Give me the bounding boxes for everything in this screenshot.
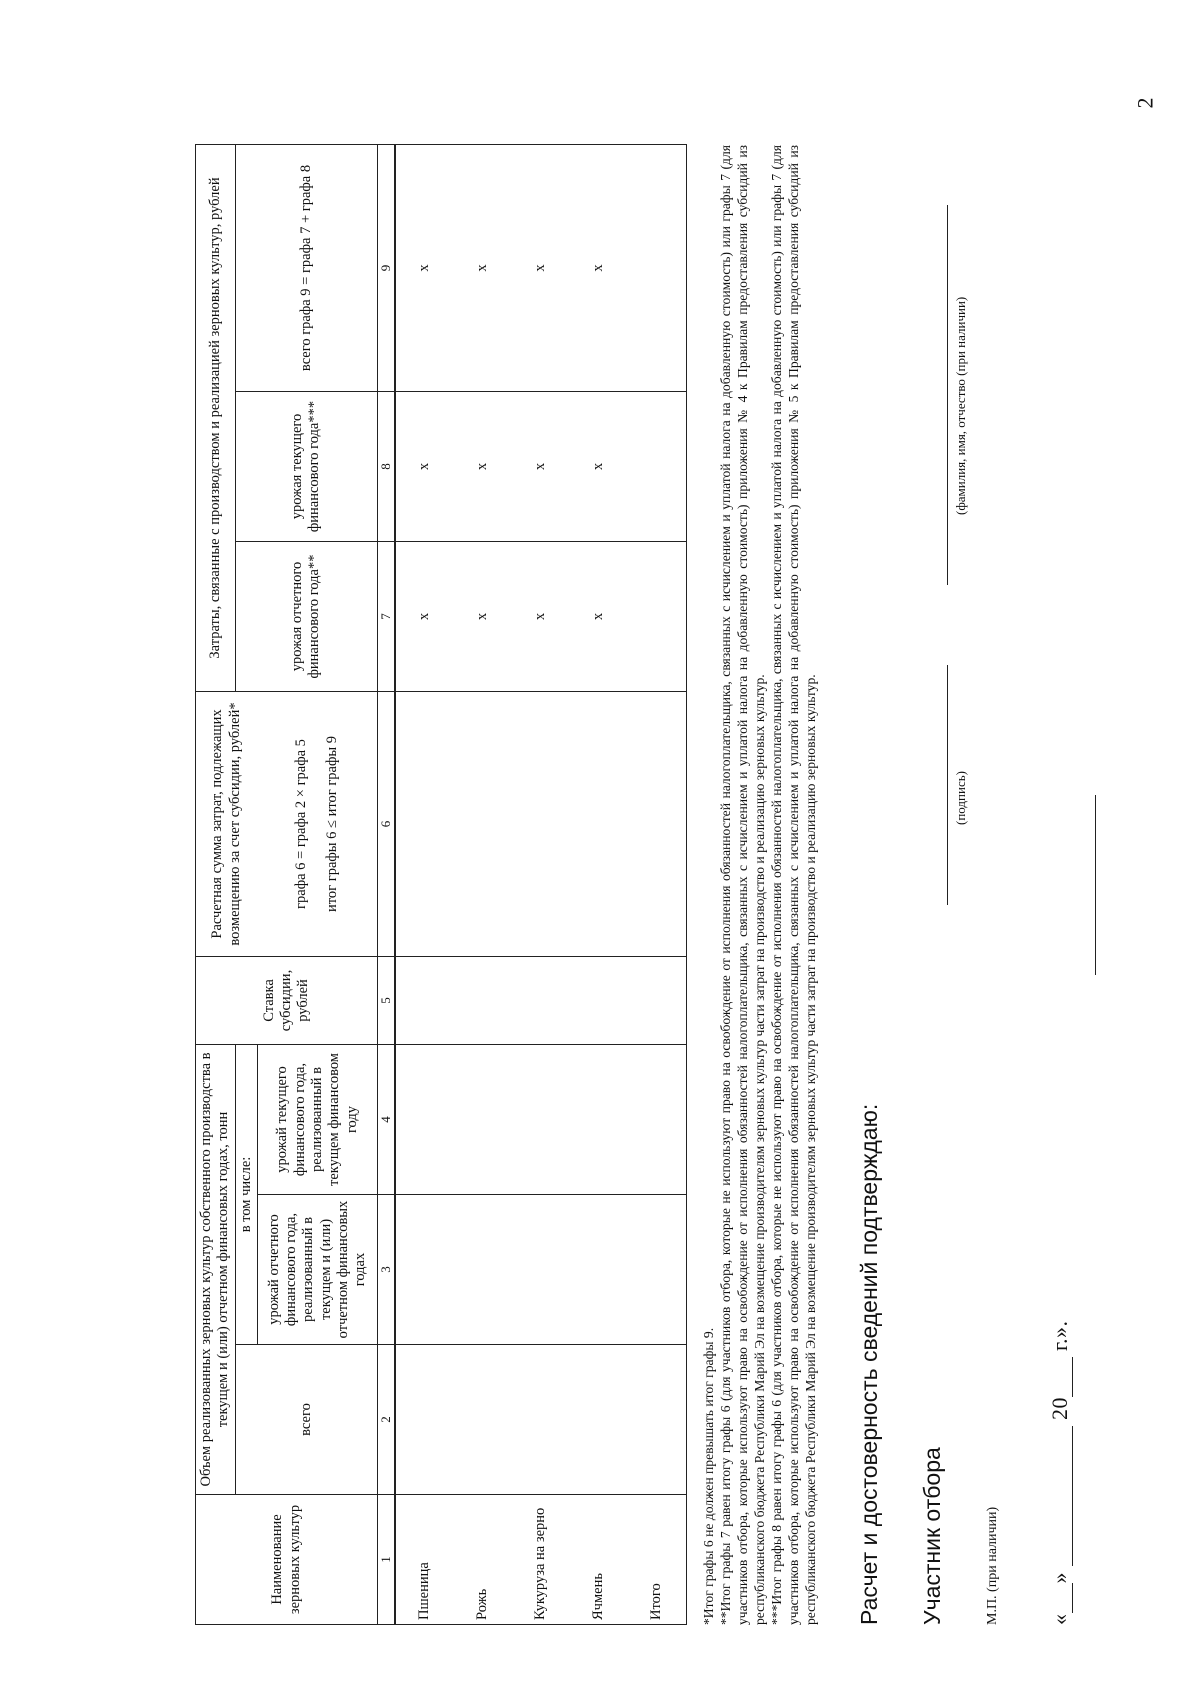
cell-value: x: [570, 542, 628, 692]
cell-value: x: [512, 392, 570, 542]
cell-value: x: [454, 392, 512, 542]
cell-value: [628, 542, 687, 692]
page-body: [195, 85, 1073, 1625]
table-row: [512, 144, 570, 1624]
table-row: [570, 144, 628, 1624]
crop-name: Кукуруза на зерно: [512, 1495, 570, 1625]
cell-value: x: [395, 542, 454, 692]
index-cell: 6: [378, 692, 396, 957]
header-calc-group: Расчетная сумма затрат, подлежащих возмещению за счет субсидии, рублей*: [196, 692, 258, 957]
cell-value: x: [512, 144, 570, 391]
crop-name: Пшеница: [395, 1495, 454, 1625]
index-cell: 4: [378, 1045, 396, 1195]
cell-value: x: [395, 392, 454, 542]
header-col8: урожая текущего финансового года***: [235, 392, 377, 542]
header-cost-group: Затраты, связанные с производством и реализацией зерновых культур, рублей: [196, 144, 236, 691]
cell-value: [628, 144, 687, 391]
year-field[interactable]: [1052, 1357, 1073, 1397]
calc-formula: графа 6 = графа 2 × графа 5: [293, 739, 310, 909]
table-row: [454, 144, 512, 1624]
index-cell: 9: [378, 144, 396, 391]
cell-value: x: [454, 542, 512, 692]
crop-name: Итого: [628, 1495, 687, 1625]
cell-value: [628, 392, 687, 542]
index-cell: 5: [378, 957, 396, 1045]
cell-value: x: [395, 144, 454, 391]
participant-label: Участник отбора: [919, 1447, 946, 1625]
footnote: **Итог графы 7 равен итогу графы 6 (для участников отбора, которые не используют право на освобождение от исполнения обязанностей налогоплательщика, связанных с исчислением и уплатой налога на добавленную стоимость) или графы 7 (для участников отбора, которые используют право на освобождение от исполнения обязанностей налогоплательщика, связанных с исчислением и уплатой налога на добавленную стоимость) приложения № 4 к Правилам предоставления субсидий из республиканского бюджета Республики Марий Эл на возмещение производителям зерновых культур части затрат на производство и реализацию зерновых культур.: [718, 145, 768, 1625]
table-row: [395, 144, 454, 1624]
header-in-total: в том числе:: [235, 1045, 257, 1345]
signature-line[interactable]: [947, 665, 948, 905]
crop-name: Ячмень: [570, 1495, 628, 1625]
signature-row: [919, 85, 979, 1625]
header-volume-group: Объем реализованных зерновых культур собственного производства в текущем и (или) отчетном финансовых годах, тонн: [196, 1045, 236, 1495]
index-cell: 7: [378, 542, 396, 692]
confirm-statement: Расчет и достоверность сведений подтверждаю:: [856, 1103, 883, 1625]
cell-value: x: [570, 144, 628, 391]
date-open-quote: «: [1047, 1613, 1073, 1625]
index-cell: 8: [378, 392, 396, 542]
cell-value: x: [454, 144, 512, 391]
header-col7: урожая отчетного финансового года**: [235, 542, 377, 692]
header-col4: урожай текущего финансового года, реализованный в текущем финансовом году: [258, 1045, 378, 1195]
subsidy-table: [195, 144, 687, 1625]
year-prefix: 20: [1047, 1397, 1073, 1420]
cell-value: x: [570, 392, 628, 542]
header-calc-formulas: [258, 692, 378, 957]
index-cell: 3: [378, 1195, 396, 1345]
stamp-caption: М.П. (при наличии): [985, 1506, 1001, 1625]
header-total: всего: [235, 1345, 377, 1495]
year-suffix: г.».: [1047, 1320, 1073, 1351]
header-subsidy-rate: Ставка субсидии, рублей: [196, 957, 378, 1045]
signature-caption: (подпись): [953, 771, 969, 825]
date-row: [1047, 85, 1073, 1625]
crop-name: Рожь: [454, 1495, 512, 1625]
closing-line: [1095, 795, 1096, 975]
month-field[interactable]: [1052, 1426, 1073, 1566]
index-cell: 1: [378, 1495, 396, 1625]
footnote: ***Итог графы 8 равен итогу графы 6 (для участников отбора, которые не используют право на освобождение от исполнения обязанностей налогоплательщика, связанных с исчислением и уплатой налога на добавленную стоимость) или графы 7 (для участников отбора, которые используют право на освобождение от исполнения обязанностей налогоплательщика, связанных с исчислением и уплатой налога на добавленную стоимость) приложения № 5 к Правилам предоставления субсидий из республиканского бюджета Республики Марий Эл на возмещение производителям зерновых культур части затрат на производство и реализацию зерновых культур.: [769, 145, 819, 1625]
page-number: 2: [1132, 97, 1158, 109]
cell-value: x: [512, 542, 570, 692]
date-close-quote: »: [1047, 1572, 1073, 1584]
footnotes: [701, 145, 820, 1625]
footnote: *Итог графы 6 не должен превышать итог графы 9.: [701, 1327, 717, 1625]
header-crop-name: Наименование зерновых культур: [196, 1495, 378, 1625]
name-line[interactable]: [947, 205, 948, 585]
day-field[interactable]: [1052, 1584, 1073, 1614]
index-cell: 2: [378, 1345, 396, 1495]
header-col9: всего графа 9 = графа 7 + графа 8: [235, 144, 377, 391]
calc-limit: итог графы 6 ≤ итог графы 9: [324, 736, 341, 912]
name-caption: (фамилия, имя, отчество (при наличии): [953, 296, 969, 515]
header-col3: урожай отчетного финансового года, реализованный в текущем и (или) отчетном финансовых годах: [258, 1195, 378, 1345]
table-row-total: [628, 144, 687, 1624]
